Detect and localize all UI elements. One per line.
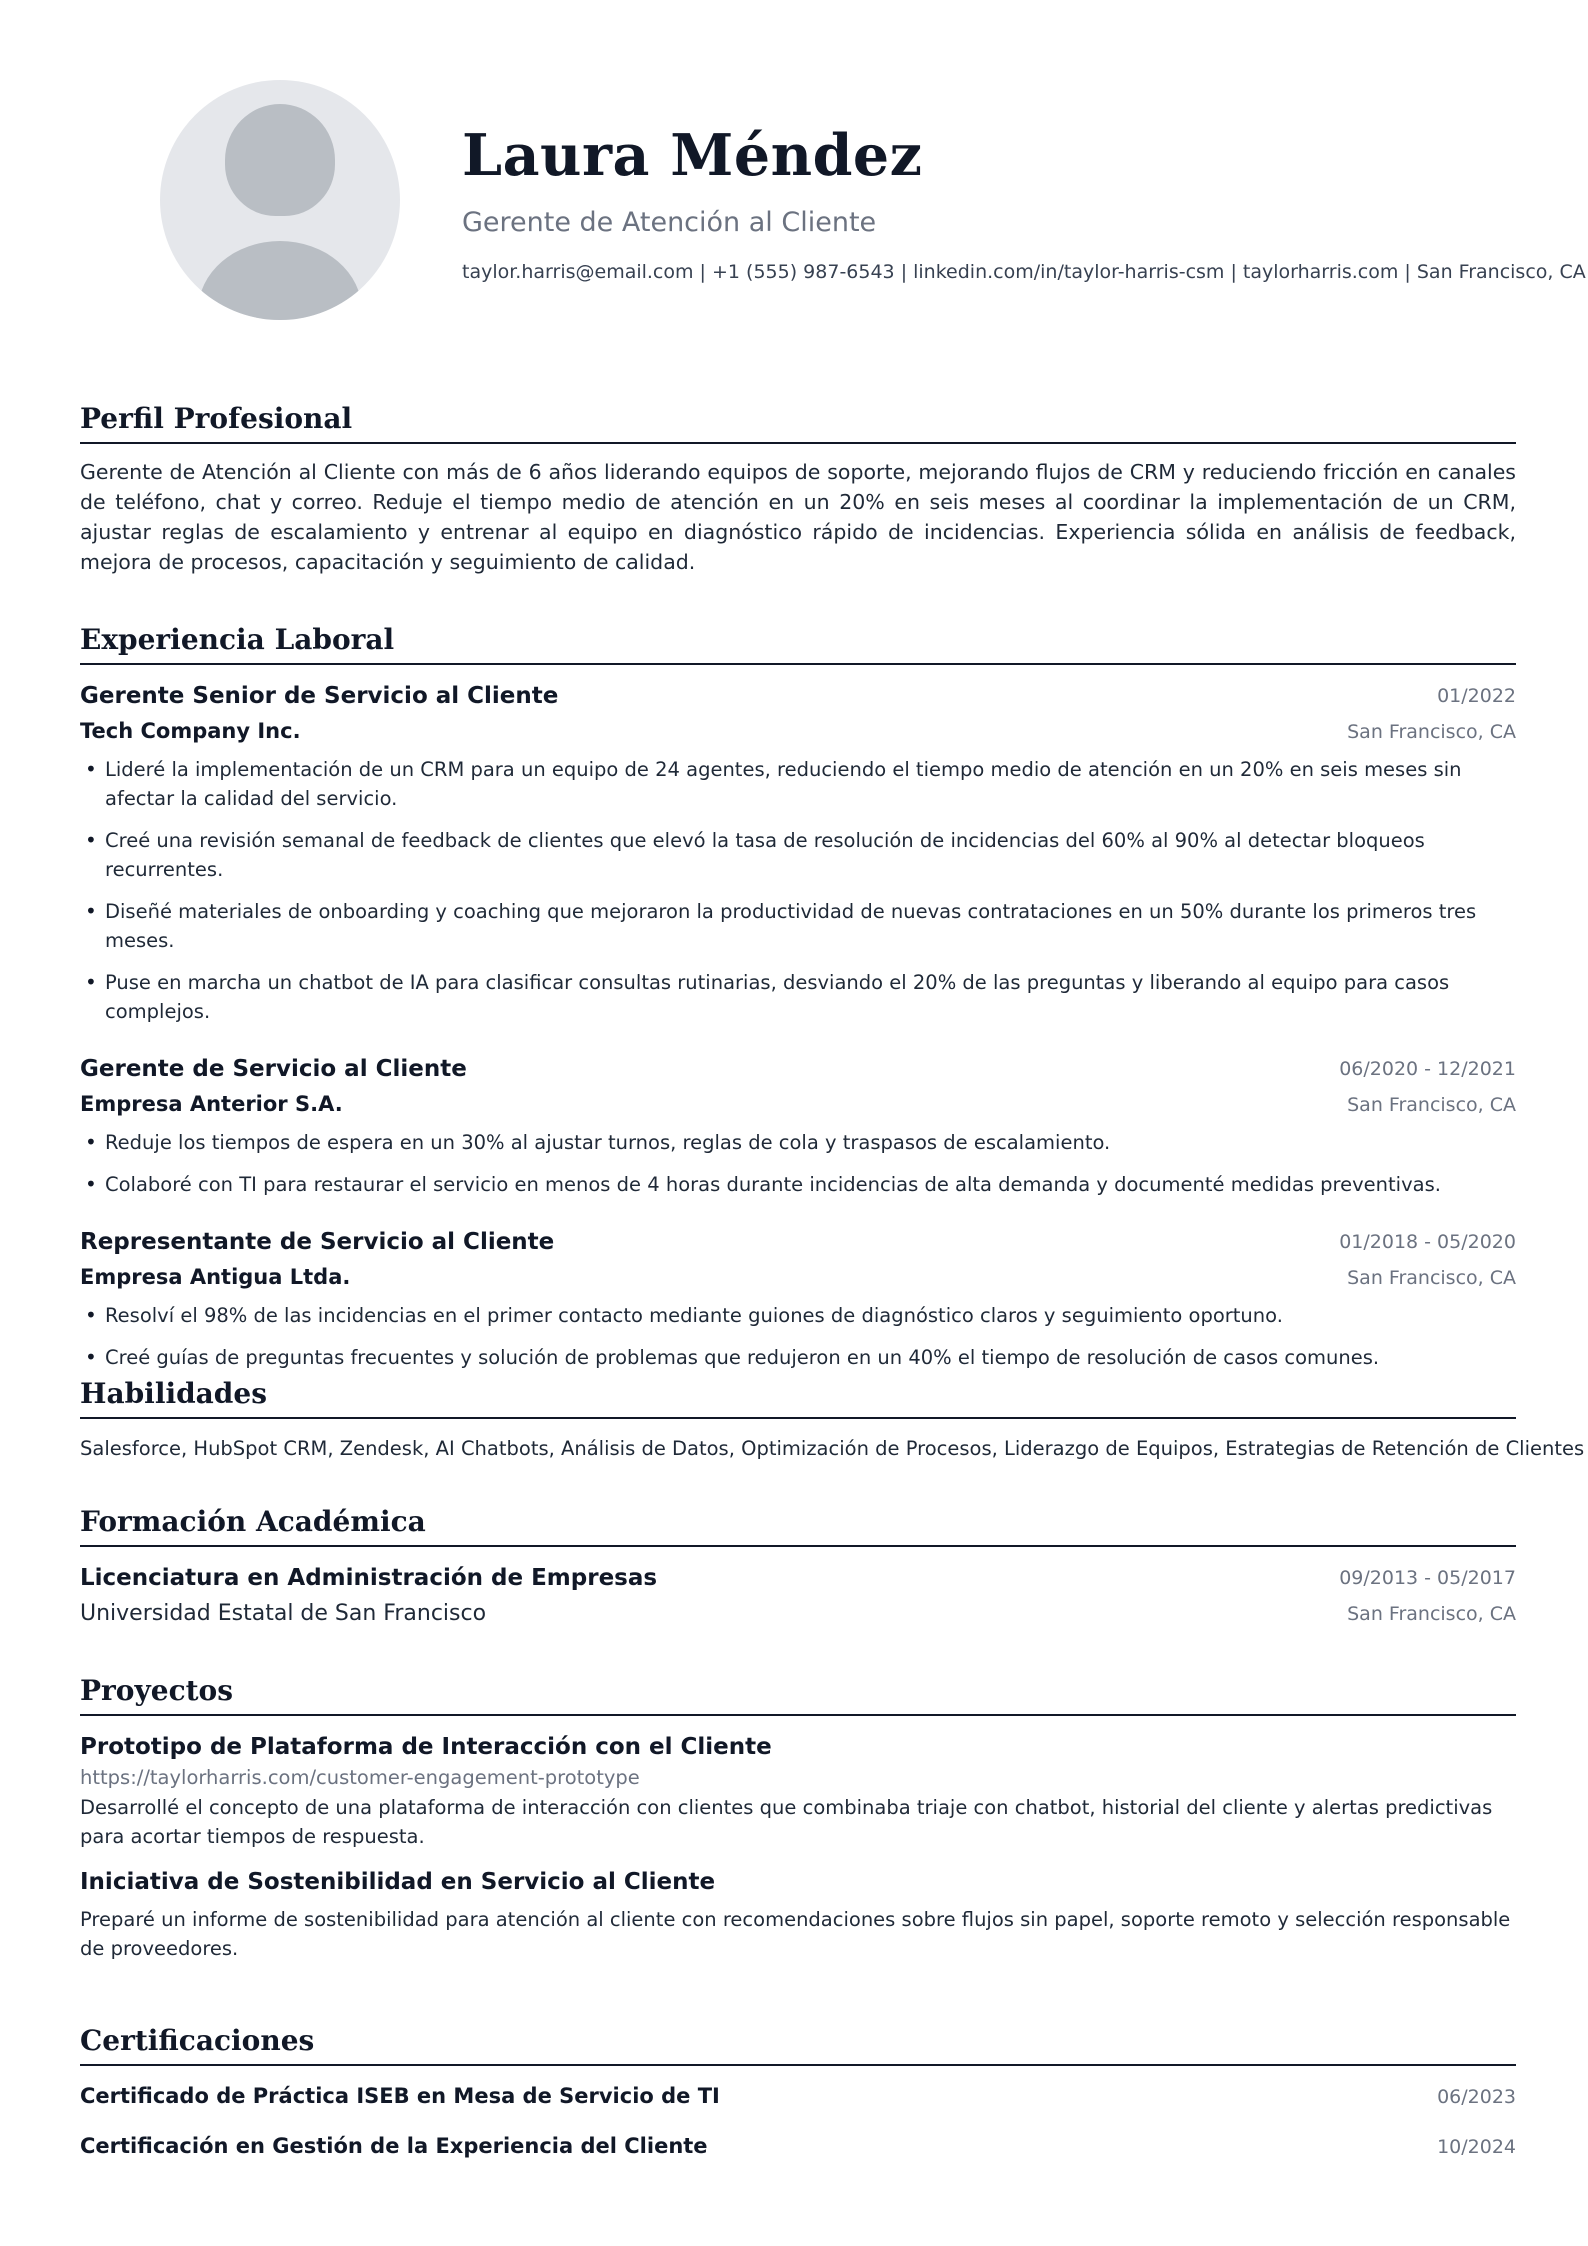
job-subheader: [80, 719, 1516, 755]
project-title: Prototipo de Plataforma de Interacción con el Cliente: [80, 1734, 772, 1760]
education-section: [80, 1505, 1516, 1637]
education-subheader: [80, 1601, 1516, 1637]
certification-item: [80, 2134, 1516, 2170]
section-title-projects: Proyectos: [80, 1674, 1516, 1716]
job-entry: [80, 683, 1516, 1026]
resume-header: [80, 0, 1586, 380]
job-bullets: [80, 755, 1516, 1026]
project-title: Iniciativa de Sostenibilidad en Servicio al Cliente: [80, 1869, 716, 1895]
job-date: 01/2022: [1437, 685, 1516, 707]
candidate-role: Gerente de Atención al Cliente: [462, 207, 877, 238]
skills-list: Salesforce, HubSpot CRM, Zendesk, AI Chatbots, Análisis de Datos, Optimización de Procesos, Liderazgo de Equipos, Estrategias de Retención de Clientes: [80, 1437, 1585, 1460]
job-subheader: [80, 1092, 1516, 1128]
degree-title: Licenciatura en Administración de Empresas: [80, 1565, 658, 1591]
job-bullets: [80, 1301, 1516, 1372]
education-location: San Francisco, CA: [1347, 1603, 1516, 1625]
job-company: Tech Company Inc.: [80, 719, 301, 743]
certification-item: [80, 2084, 1516, 2120]
project-description: Preparé un informe de sostenibilidad para atención al cliente con recomendaciones sobre flujos sin papel, soporte remoto y selección responsable de proveedores.: [80, 1908, 1511, 1960]
job-bullet: • Creé una revisión semanal de feedback de clientes que elevó la tasa de resolución de incidencias del 60% al 90% al detectar bloqueos recurrentes.: [80, 826, 1516, 884]
job-bullet: • Resolví el 98% de las incidencias en el primer contacto mediante guiones de diagnóstico claros y seguimiento oportuno.: [80, 1301, 1516, 1330]
job-subheader: [80, 1265, 1516, 1301]
job-date: 01/2018 - 05/2020: [1339, 1231, 1516, 1253]
section-title-profile: Perfil Profesional: [80, 402, 1516, 444]
job-header: [80, 1056, 1516, 1092]
project-entry: [80, 1869, 1516, 1963]
education-header: [80, 1565, 1516, 1601]
job-bullets: [80, 1128, 1516, 1199]
job-date: 06/2020 - 12/2021: [1339, 1058, 1516, 1080]
profile-summary: Gerente de Atención al Cliente con más de 6 años liderando equipos de soporte, mejorando flujos de CRM y reduciendo fricción en canales de teléfono, chat y correo. Reduje el tiempo medio de atención en un 20% en seis meses al coordinar la implementación de un CRM, ajustar reglas de escalamiento y entrenar al equipo en diagnóstico rápido de incidencias. Experiencia sólida en análisis de feedback, mejora de procesos, capacitación y seguimiento de calidad.: [80, 460, 1516, 574]
job-location: San Francisco, CA: [1347, 721, 1516, 743]
experience-section: [80, 623, 1516, 1385]
school-name: Universidad Estatal de San Francisco: [80, 1601, 487, 1626]
job-bullet: • Reduje los tiempos de espera en un 30% al ajustar turnos, reglas de cola y traspasos de escalamiento.: [80, 1128, 1516, 1157]
job-bullet: • Colaboré con TI para restaurar el servicio en menos de 4 horas durante incidencias de alta demanda y documenté medidas preventivas.: [80, 1170, 1516, 1199]
project-entry: [80, 1734, 1516, 1851]
job-location: San Francisco, CA: [1347, 1094, 1516, 1116]
education-date: 09/2013 - 05/2017: [1339, 1567, 1516, 1589]
avatar: [160, 80, 400, 320]
certification-date: 06/2023: [1437, 2086, 1516, 2108]
profile-section: [80, 402, 1516, 577]
job-bullet: • Puse en marcha un chatbot de IA para clasificar consultas rutinarias, desviando el 20% de las preguntas y liberando al equipo para casos complejos.: [80, 968, 1516, 1026]
job-company: Empresa Antigua Ltda.: [80, 1265, 351, 1289]
job-header: [80, 1229, 1516, 1265]
job-bullet: • Creé guías de preguntas frecuentes y solución de problemas que redujeron en un 40% el tiempo de resolución de casos comunes.: [80, 1343, 1516, 1372]
job-bullet: • Lideré la implementación de un CRM para un equipo de 24 agentes, reduciendo el tiempo medio de atención en un 20% en seis meses sin afectar la calidad del servicio.: [80, 755, 1516, 813]
project-link[interactable]: https://taylorharris.com/customer-engagement-prototype: [80, 1766, 640, 1789]
certification-date: 10/2024: [1437, 2136, 1516, 2158]
avatar-body-shape: [198, 241, 362, 320]
job-entry: [80, 1229, 1516, 1372]
section-title-skills: Habilidades: [80, 1377, 1516, 1419]
projects-section: [80, 1674, 1516, 1963]
section-title-experience: Experiencia Laboral: [80, 623, 1516, 665]
job-header: [80, 683, 1516, 719]
skills-section: [80, 1377, 1585, 1460]
section-title-certifications: Certificaciones: [80, 2024, 1516, 2066]
contact-line: taylor.harris@email.com | +1 (555) 987-6543 | linkedin.com/in/taylor-harris-csm | taylorharris.com | San Francisco, CA: [462, 261, 1586, 283]
certification-title: Certificación en Gestión de la Experiencia del Cliente: [80, 2134, 708, 2158]
job-location: San Francisco, CA: [1347, 1267, 1516, 1289]
avatar-head-shape: [225, 104, 335, 216]
certifications-section: [80, 2024, 1516, 2170]
candidate-name: Laura Méndez: [462, 122, 923, 189]
education-entry: [80, 1565, 1516, 1637]
job-company: Empresa Anterior S.A.: [80, 1092, 343, 1116]
job-bullet: • Diseñé materiales de onboarding y coaching que mejoraron la productividad de nuevas contrataciones en un 50% durante los primeros tres meses.: [80, 897, 1516, 955]
job-title: Gerente Senior de Servicio al Cliente: [80, 683, 559, 709]
job-title: Representante de Servicio al Cliente: [80, 1229, 555, 1255]
section-title-education: Formación Académica: [80, 1505, 1516, 1547]
project-description: Desarrollé el concepto de una plataforma de interacción con clientes que combinaba triaje con chatbot, historial del cliente y alertas predictivas para acortar tiempos de respuesta.: [80, 1796, 1493, 1848]
certification-title: Certificado de Práctica ISEB en Mesa de Servicio de TI: [80, 2084, 720, 2108]
job-title: Gerente de Servicio al Cliente: [80, 1056, 467, 1082]
job-entry: [80, 1056, 1516, 1199]
